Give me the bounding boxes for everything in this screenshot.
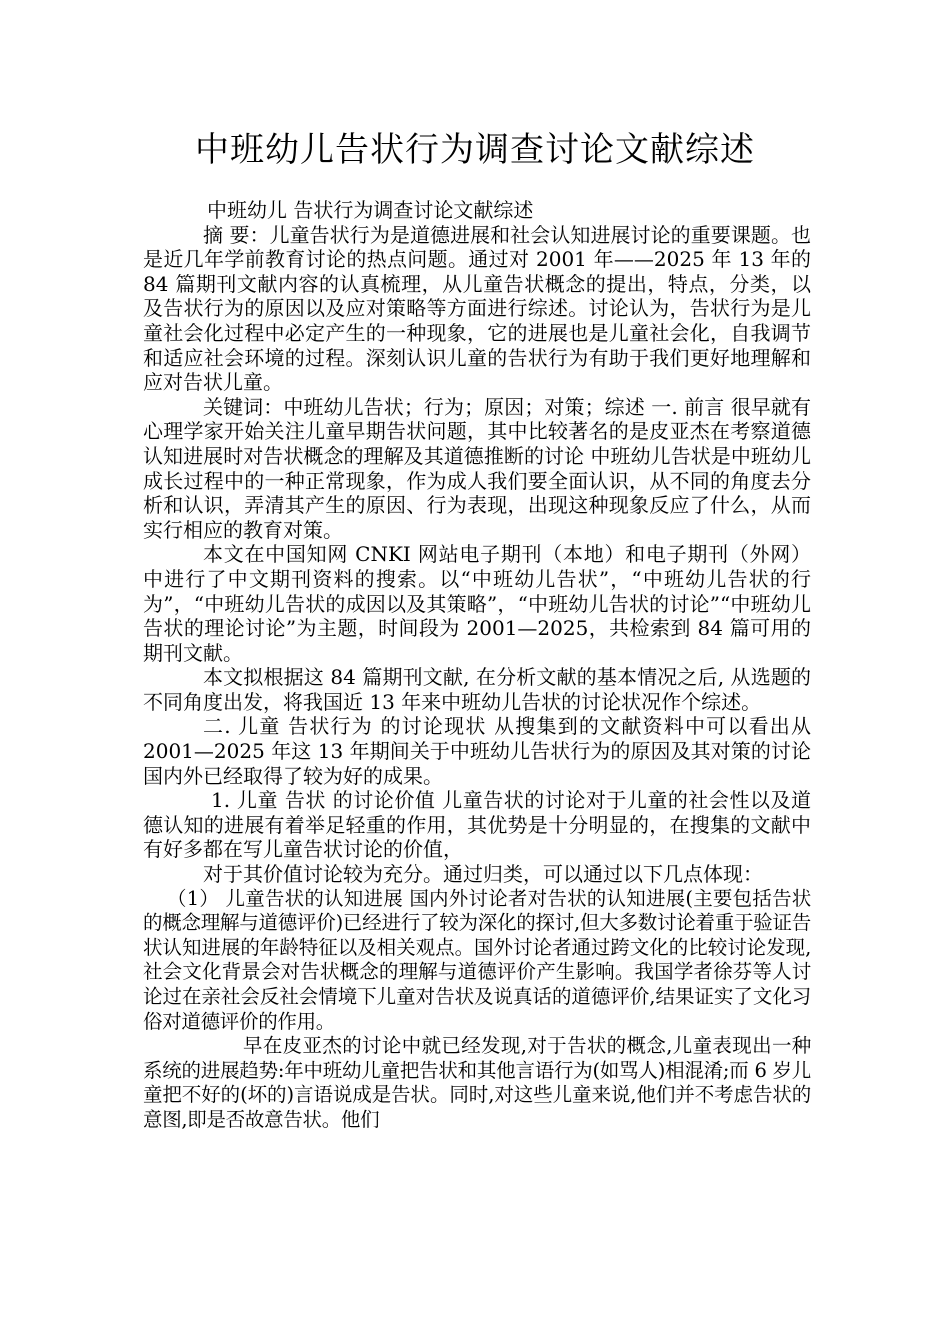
purpose-paragraph: 本文拟根据这 84 篇期刊文献, 在分析文献的基本情况之后, 从选题的不同角度出发，将我国近 13 年来中班幼儿告状的讨论状况作个综述。 [143,665,811,714]
document-title: 中班幼儿告状行为调查讨论文献综述 [195,130,755,170]
document-body [143,198,811,1133]
subtitle-paragraph: 中班幼儿 告状行为调查讨论文献综述 [207,198,534,222]
research-value-paragraph: 1. 儿童 告状 的讨论价值 儿童告状的讨论对于儿童的社会性以及道德认知的进展有着举足轻重的作用，其优势是十分明显的，在搜集的文献中有好多都在写儿童告状讨论的价值， [143,788,811,862]
abstract-paragraph: 摘 要：儿童告状行为是道德进展和社会认知进展讨论的重要课题。也是近几年学前教育讨论的热点问题。通过对 2001 年——2025 年 13 年的 84 篇期刊文献内容的认真梳理，从儿童告状概念的提出，特点，分类，以及告状行为的原因以及应对策略等方面进行综述。讨论认为，告状行为是儿童社会化过程中必定产生的一种现象，它的进展也是儿童社会化，自我调节和适应社会环境的过程。深刻认识儿童的告状行为有助于我们更好地理解和应对告状儿童。 [143,222,811,395]
search-method-paragraph: 本文在中国知网 CNKI 网站电子期刊（本地）和电子期刊（外网）中进行了中文期刊资料的搜索。以“中班幼儿告状”，“中班幼儿告状的行为”，“中班幼儿告状的成因以及其策略”，“中班幼儿告状的讨论”“中班幼儿告状的理论讨论”为主题，时间段为 2001—2025，共检索到 84 篇可用的期刊文献。 [143,542,811,665]
section-two-paragraph: 二. 儿童 告状行为 的讨论现状 从搜集到的文献资料中可以看出从 2001—2025 年这 13 年期间关于中班幼儿告状行为的原因及其对策的讨论国内外已经取得了较为好的成果。 [143,714,811,788]
keywords-preface-paragraph: 关键词：中班幼儿告状；行为；原因；对策；综述 一. 前言 很早就有心理学家开始关注儿童早期告状问题，其中比较著名的是皮亚杰在考察道德认知进展时对告状概念的理解及其道德推断的讨论 中班幼儿告状是中班幼儿成长过程中的一种正常现象，作为成人我们要全面认识，从不同的角度去分析和认识，弄清其产生的原因、行为表现，出现这种现象反应了什么，从而实行相应的教育对策。 [143,394,811,542]
value-summary-paragraph: 对于其价值讨论较为充分。通过归类，可以通过以下几点体现： [203,862,763,887]
cognitive-development-paragraph: （1） 儿童告状的认知进展 国内外讨论者对告状的认知进展(主要包括告状的概念理解与道德评价)已经进行了较为深化的探讨,但大多数讨论着重于验证告状认知进展的年龄特征以及相关观点。国外讨论者通过跨文化的比较讨论发现,社会文化背景会对告状概念的理解与道德评价产生影响。我国学者徐芬等人讨论过在亲社会反社会情境下儿童对告状及说真话的道德评价,结果证实了文化习俗对道德评价的作用。 [143,886,811,1033]
piaget-paragraph: 早在皮亚杰的讨论中就已经发现,对于告状的概念,儿童表现出一种系统的进展趋势:年中班幼儿童把告状和其他言语行为(如骂人)相混淆;而 6 岁儿童把不好的(坏的)言语说成是告状。同时,对这些儿童来说,他们并不考虑告状的意图,即是否故意告状。他们 [143,1034,811,1131]
